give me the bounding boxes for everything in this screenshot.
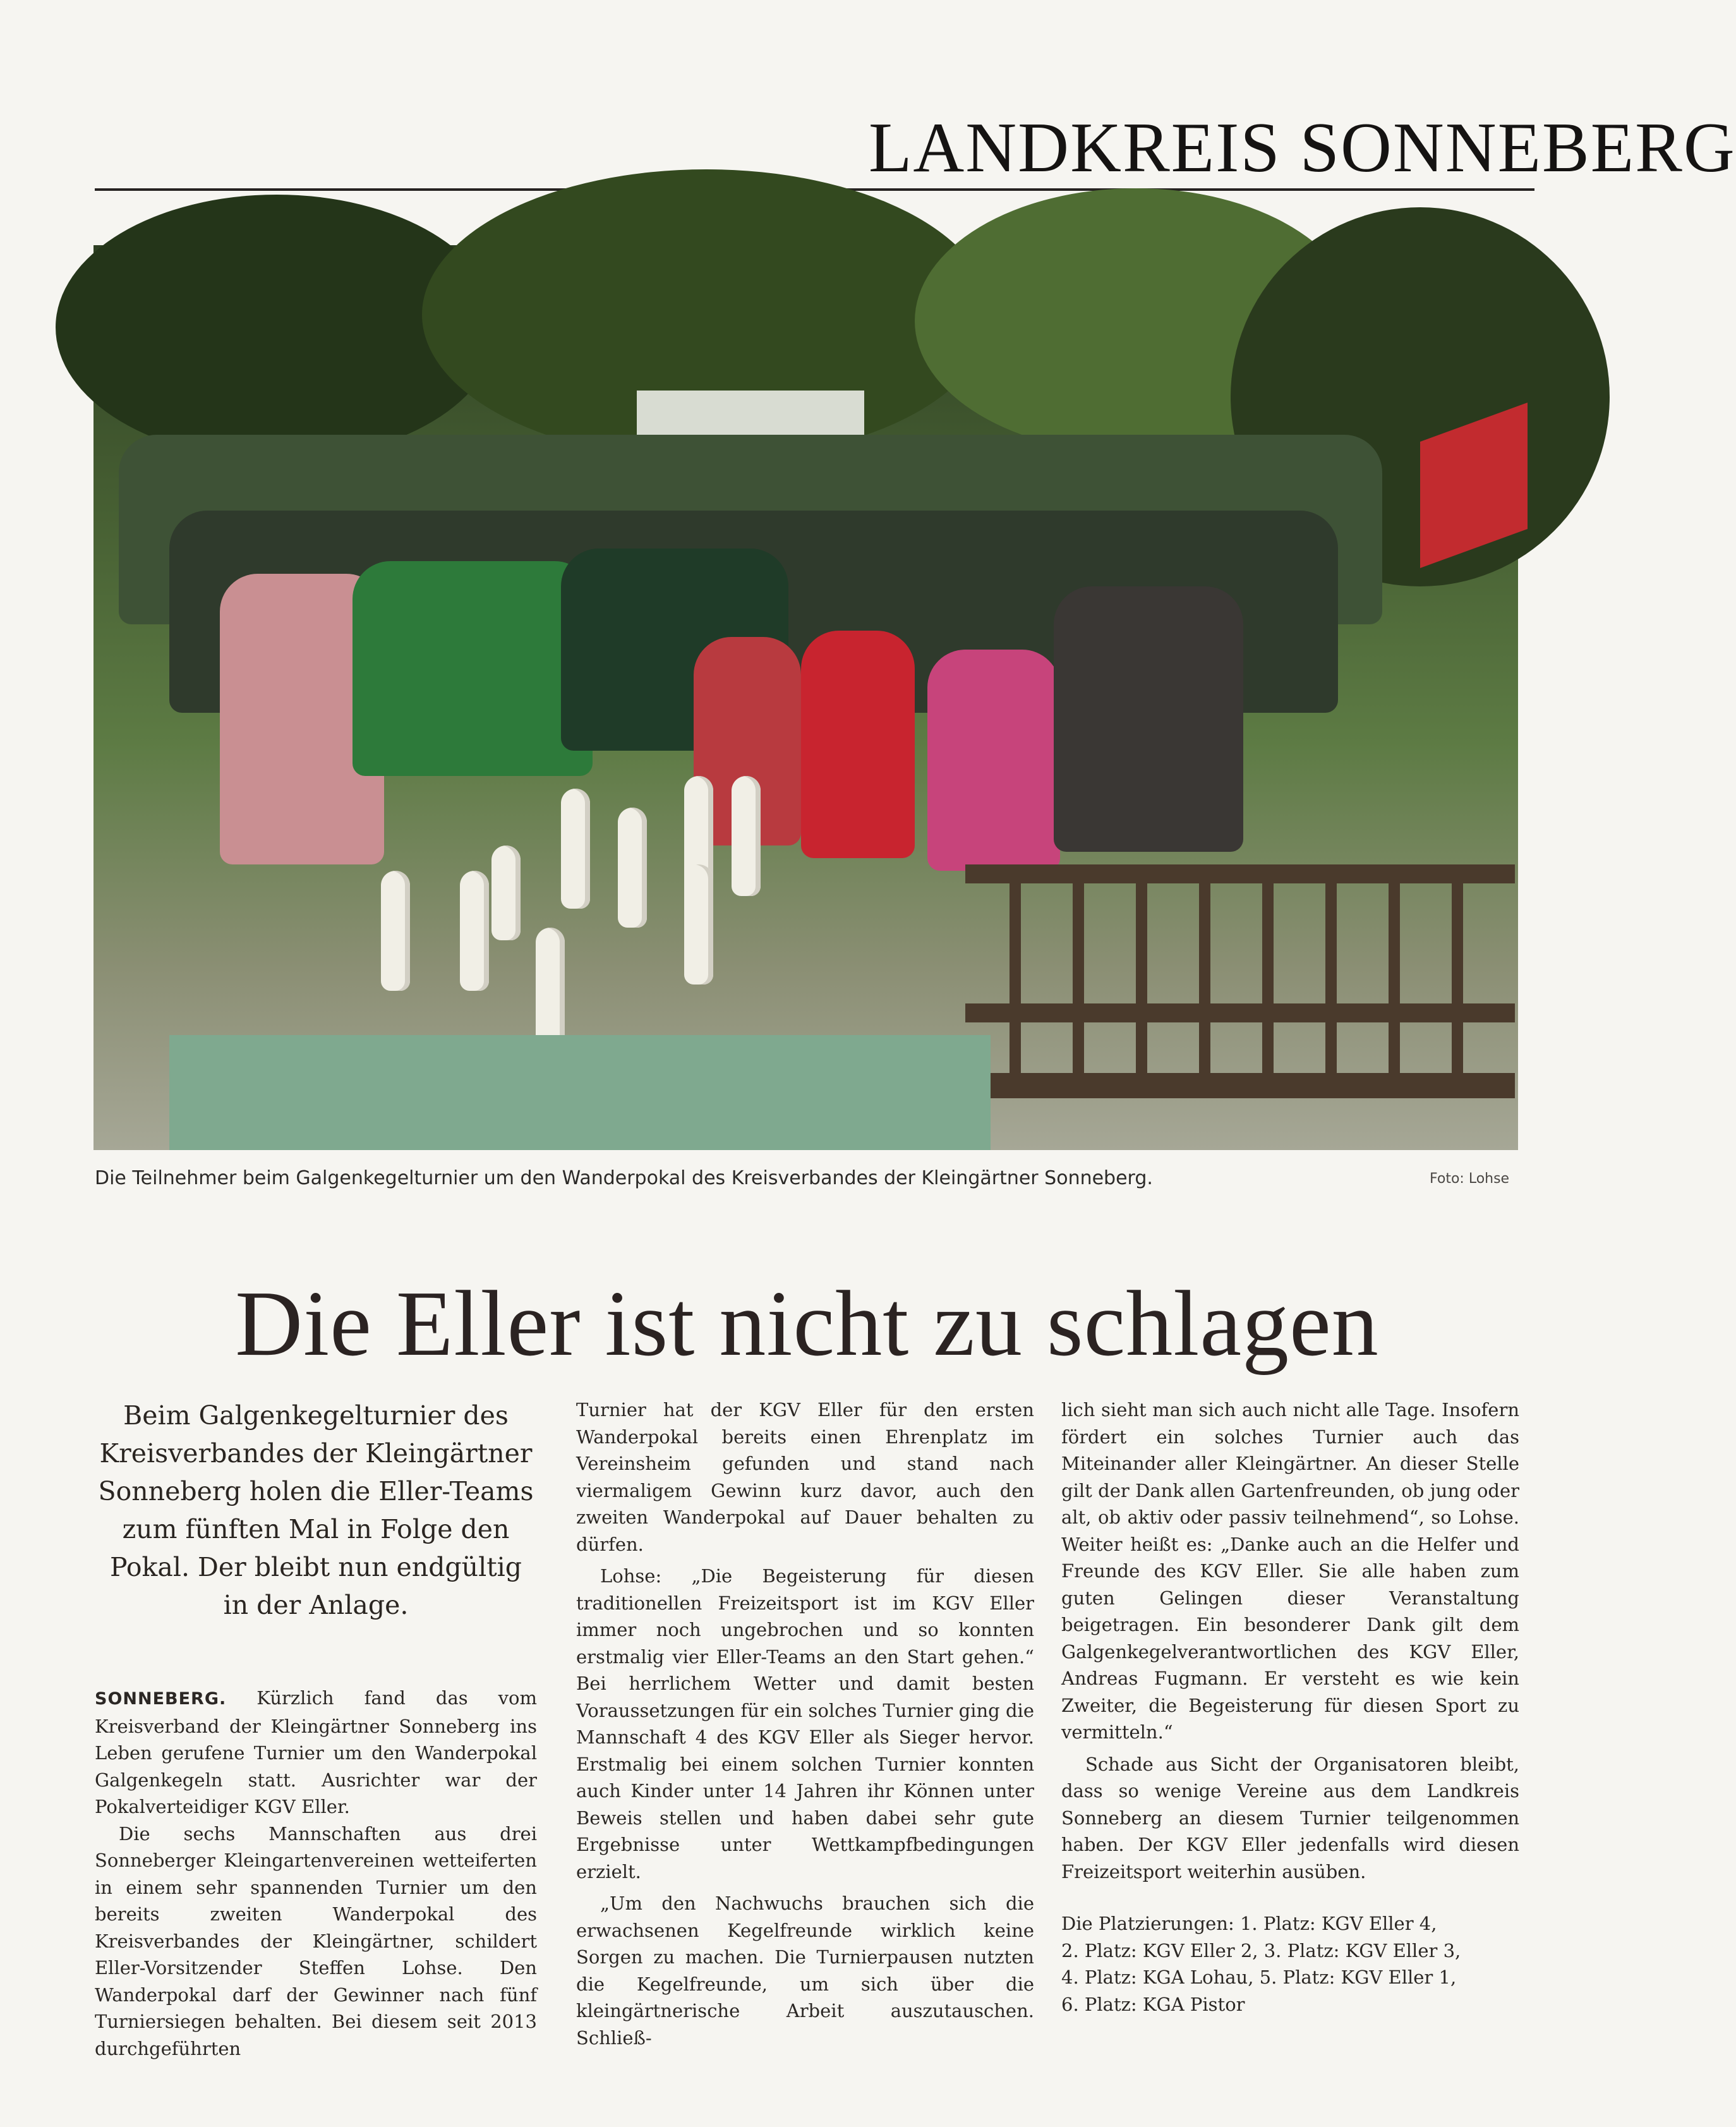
paragraph: Die sechs Mannschaften aus drei Sonneberger Kleingartenvereinen wetteiferten in einem sehr spannenden Turnier um den bereits zweiten Wanderpokal des Kreisverbandes der Kleingärtner, schildert Eller-Vorsitzender Steffen Lohse. Den Wanderpokal darf der Gewinner nach fünf Turniersiegen behalten. Bei diesem seit 2013 durchgeführten (95, 1822, 537, 2059)
paragraph: Turnier hat der KGV Eller für den ersten Wanderpokal bereits einen Ehrenplatz im Vereinsheim gefunden und stand nach viermaligem Gewinn kurz davor, auch den zweiten Wanderpokal auf Dauer behalten zu dürfen. (576, 1399, 1034, 1555)
article-photo (93, 245, 1518, 1150)
headline: Die Eller ist nicht zu schlagen (235, 1272, 1379, 1376)
placement-line: 6. Platz: KGA Pistor (1061, 1993, 1245, 2015)
section-title: LANDKREIS SONNEBERG (869, 109, 1736, 187)
photo-credit: Foto: Lohse (1430, 1171, 1510, 1187)
lead-paragraph: Beim Galgenkegelturnier des Kreisverbandes der Kleingärtner Sonneberg holen die Eller-Teams zum fünften Mal in Folge den Pokal. Der bleibt nun endgültig in der Anlage. (98, 1400, 534, 1620)
paragraph: Lohse: „Die Begeisterung für diesen traditionellen Freizeitsport ist im KGV Eller immer noch ungebrochen und so konnten erstmalig vier Eller-Teams an den Start gehen.“ Bei herrlichem Wetter und damit besten Voraussetzungen für ein solches Turnier ging die Mannschaft 4 des KGV Eller als Sieger hervor. Erstmalig bei einem solchen Turnier konnten auch Kinder unter 14 Jahren ihr Können unter Beweis stellen und haben dabei sehr gute Ergebnisse unter Wettkampfbedingungen erzielt. (576, 1565, 1034, 1882)
placements-list (1061, 1910, 1519, 2018)
dateline: SONNEBERG. (95, 1689, 227, 1709)
arena-sign (637, 391, 864, 435)
placement-line: 2. Platz: KGV Eller 2, 3. Platz: KGV Eller 3, (1061, 1939, 1461, 1961)
placement-line: Die Platzierungen: 1. Platz: KGV Eller 4, (1061, 1913, 1437, 1934)
paragraph: Schade aus Sicht der Organisatoren bleibt, dass so wenige Vereine aus dem Landkreis Sonneberg an diesem Turnier teilgenommen haben. Der KGV Eller jedenfalls wird diesen Freizeitsport weiterhin ausüben. (1061, 1753, 1519, 1882)
paragraph: „Um den Nachwuchs brauchen sich die erwachsenen Kegelfreunde wirklich keine Sorgen zu machen. Die Turnierpausen nutzten die Kegelfreunde, um sich über die kleingärtnerische Arbeit auszutauschen. Schließ- (576, 1893, 1034, 2049)
column-1 (95, 1685, 537, 2062)
column-2 (576, 1397, 1034, 2051)
paragraph: SONNEBERG. Kürzlich fand das vom Kreisverband der Kleingärtner Sonneberg ins Leben gerufene Turnier um den Wanderpokal Galgenkegeln statt. Ausrichter war der Pokalverteidiger KGV Eller. (95, 1687, 537, 1817)
placement-line: 4. Platz: KGA Lohau, 5. Platz: KGV Eller 1, (1061, 1966, 1457, 1988)
photo-caption: Die Teilnehmer beim Galgenkegelturnier um den Wanderpokal des Kreisverbandes der Kleingärtner Sonneberg. (95, 1167, 1153, 1189)
paragraph: lich sieht man sich auch nicht alle Tage. Insofern fördert ein solches Turnier auch das Miteinander aller Kleingärtner. An dieser Stelle gilt der Dank allen Gartenfreunden, ob jung oder alt, ob aktiv oder passiv teilnehmend“, so Lohse. Weiter heißt es: „Danke auch an die Helfer und Freunde des KGV Eller. Sie alle haben zum guten Gelingen dieser Veranstaltung beigetragen. Ein besonderer Dank gilt dem Galgenkegelverantwortlichen des KGV Eller, Andreas Fugmann. Er versteht es wie kein Zweiter, die Begeisterung für diesen Sport zu vermitteln.“ (1061, 1399, 1519, 1743)
column-3 (1061, 1397, 1519, 2018)
